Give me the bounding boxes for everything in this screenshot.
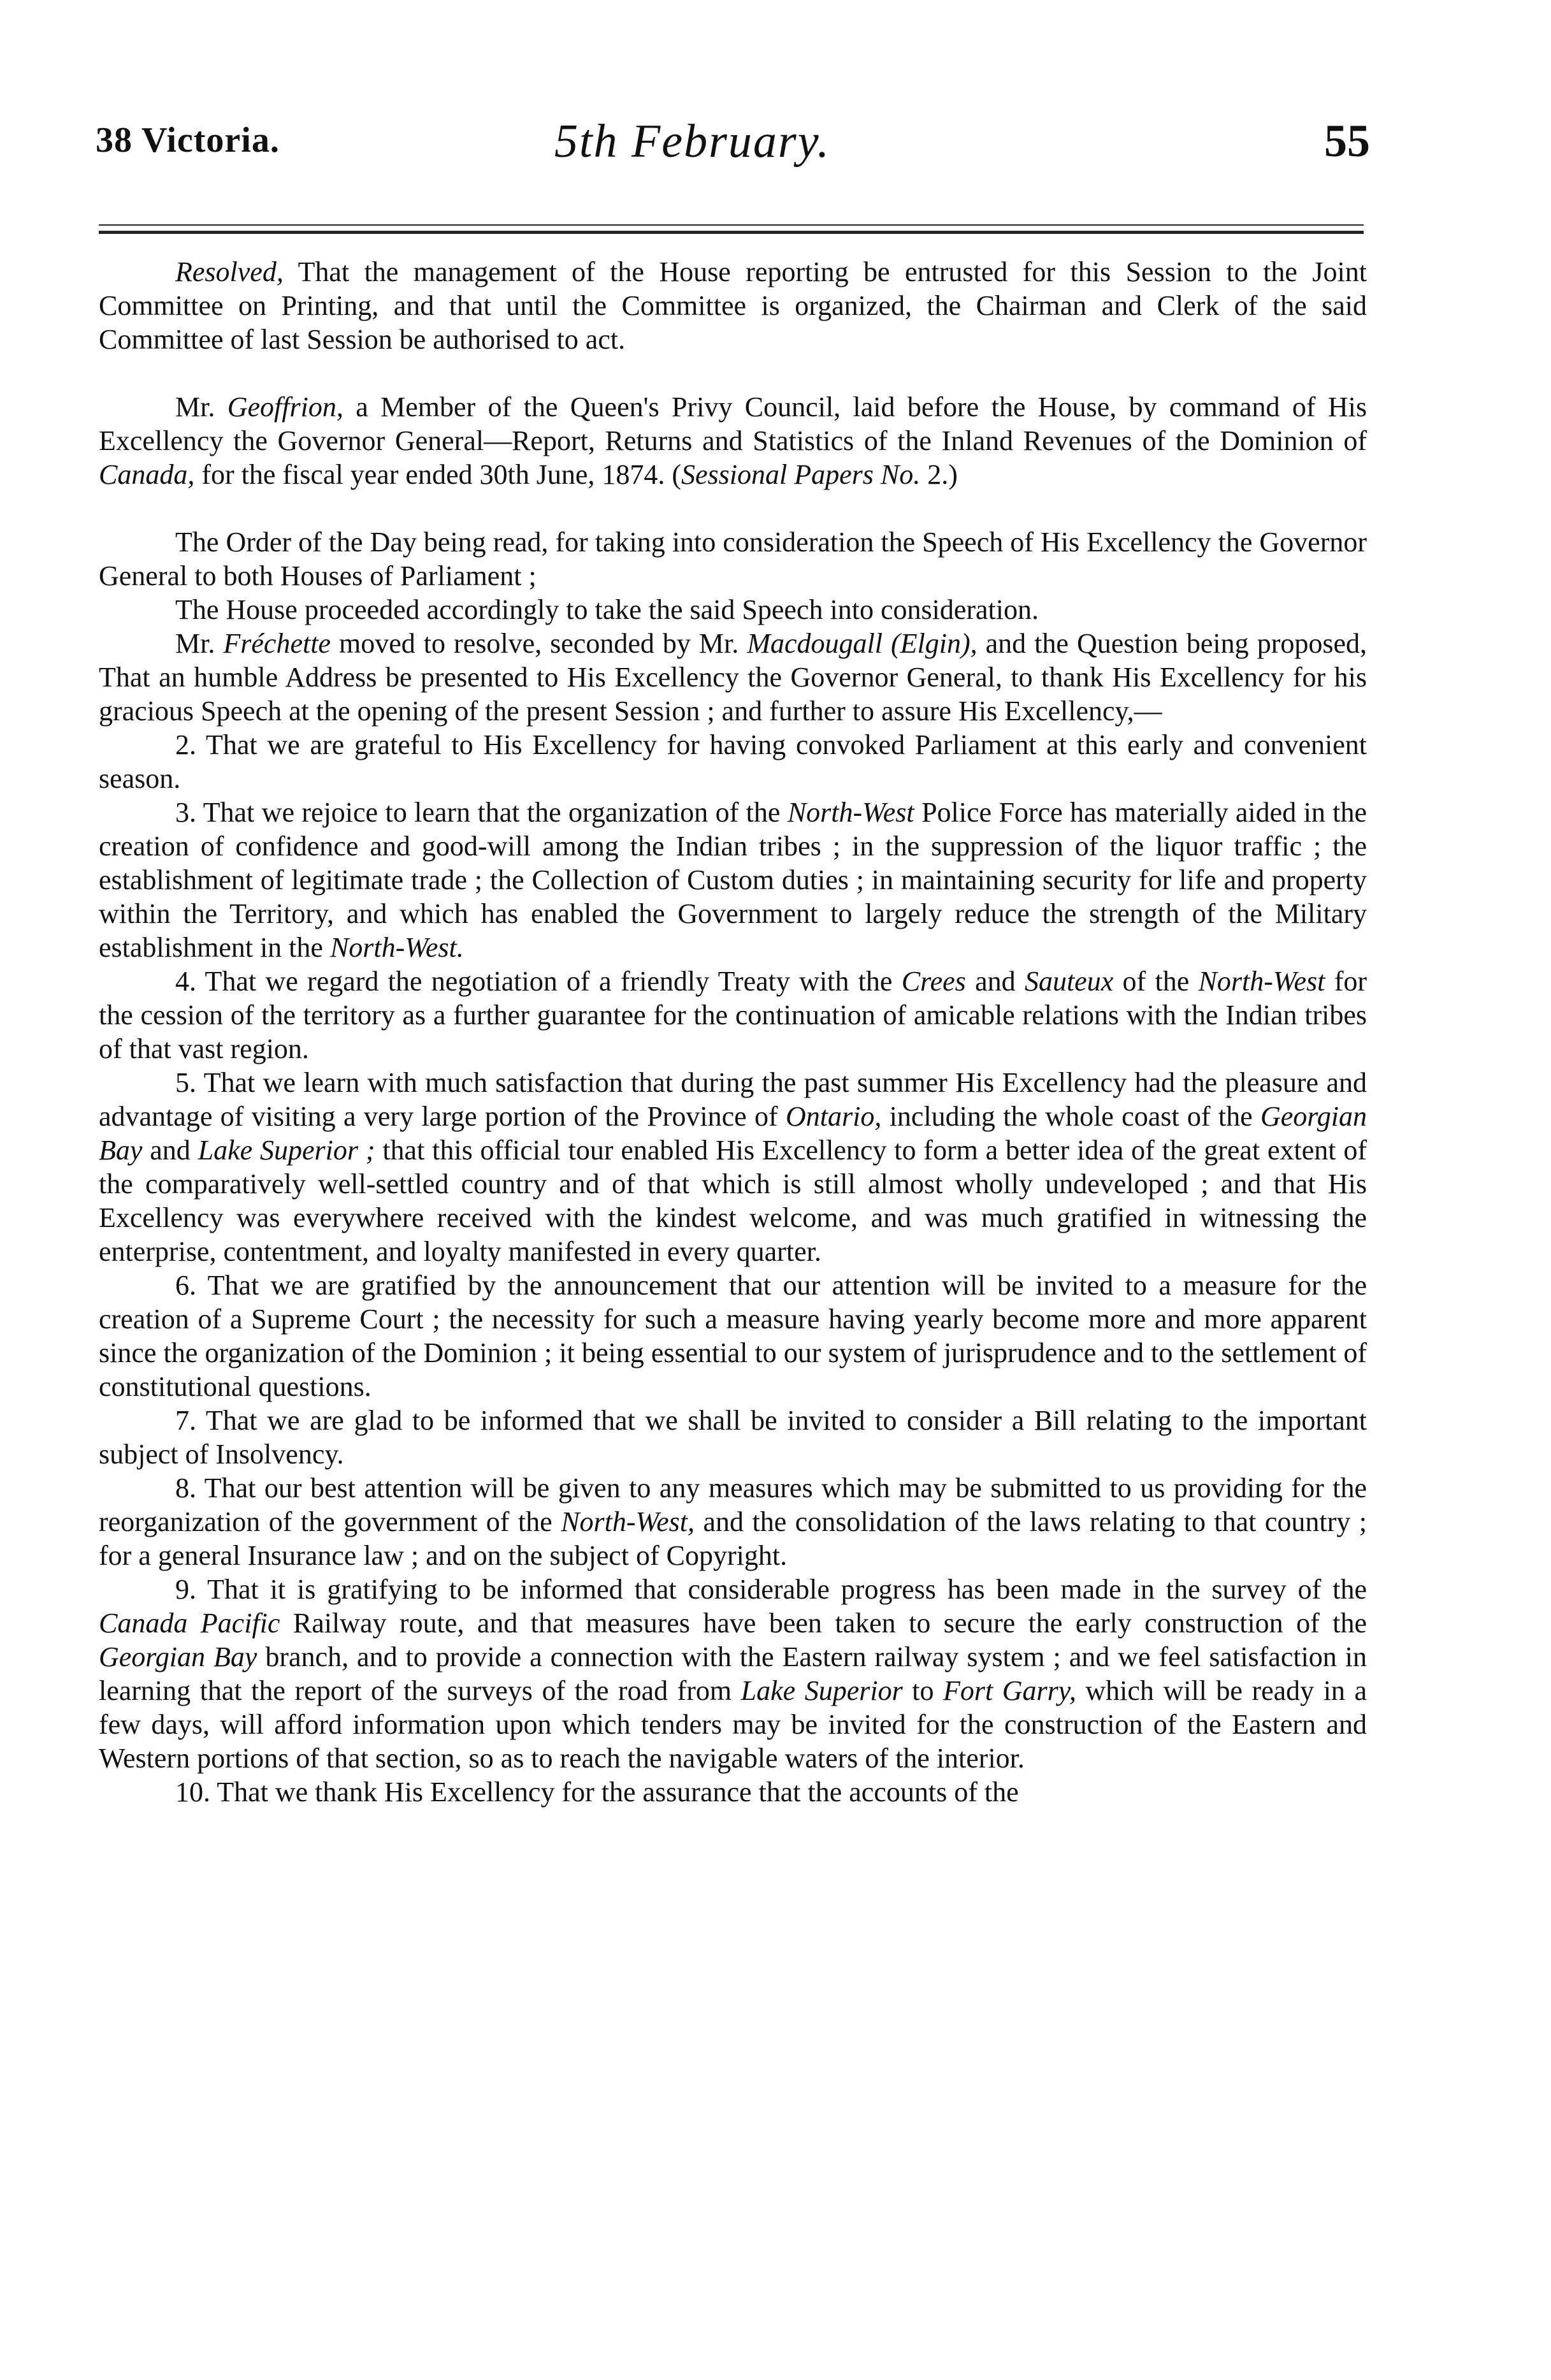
body-text xyxy=(99,255,1367,1809)
italic-text: Lake Superior xyxy=(740,1675,903,1706)
text-run: including the whole coast of the xyxy=(881,1101,1260,1132)
text-run: 2.) xyxy=(920,459,958,490)
italic-text: Crees xyxy=(901,966,966,997)
text-run: 2. That we are grateful to His Excellency for having convoked Parliament at this early and convenient season. xyxy=(99,729,1367,794)
italic-text: Canada, xyxy=(99,459,195,490)
text-run: The House proceeded accordingly to take the said Speech into consideration. xyxy=(175,594,1039,625)
paragraph xyxy=(99,593,1367,627)
paragraph xyxy=(99,1775,1367,1809)
text-run: 6. That we are gratified by the announcement that our attention will be invited to a measure for the creation of a Supreme Court ; the necessity for such a measure having yearly become more and more apparent since the organization of the Dominion ; it being essential to our system of jurisprudence and to the settlement of constitutional questions. xyxy=(99,1270,1367,1402)
text-run: and xyxy=(965,966,1025,997)
text-run: 10. That we thank His Excellency for the assurance that the accounts of the xyxy=(175,1776,1019,1808)
running-head xyxy=(96,115,1370,185)
text-run: and the consolidation of the laws relating to that country ; for a general Insurance law ; and on the subject of Copyright. xyxy=(99,1506,1367,1571)
text-run: 4. That we regard the negotiation of a friendly Treaty with the xyxy=(175,966,902,997)
italic-text: Fréchette xyxy=(223,628,331,659)
paragraph xyxy=(99,1268,1367,1404)
paragraph xyxy=(99,1471,1367,1572)
italic-text: Ontario, xyxy=(786,1101,882,1132)
paragraph xyxy=(99,255,1367,356)
italic-text: North-West, xyxy=(561,1506,695,1537)
header-rule-thin xyxy=(99,224,1364,226)
italic-text: North-West xyxy=(787,797,914,828)
italic-text: Sessional Papers No. xyxy=(681,459,921,490)
text-run: Police Force has materially aided in the creation of confidence and good-will among the Indian tribes ; in the suppression of the liquor traffic ; the establishment of legitimate trade ; the Collection of Custom duties ; in maintaining security for life and property within the Territory, and which has enabled the Government to largely reduce the strength of the Military establishment in the xyxy=(99,797,1367,963)
page-number: 55 xyxy=(1324,115,1370,166)
italic-text: Canada Pacific xyxy=(99,1607,280,1639)
text-run: 5. That we learn with much satisfaction that during the past summer His Excellency had the pleasure and advantage of visiting a very large portion of the Province of xyxy=(99,1067,1367,1132)
text-run: moved to resolve, seconded by Mr. xyxy=(330,628,747,659)
text-run: Mr. xyxy=(175,628,224,659)
paragraph xyxy=(99,390,1367,491)
text-run: that this official tour enabled His Excellency to form a better idea of the great extent of the comparatively well-settled country and of that which is still almost wholly undeveloped ; and that His Excellency was everywhere received with the kindest welcome, and was much gratified in witnessing the enterprise, contentment, and loyalty manifested in every quarter. xyxy=(99,1135,1367,1267)
text-run: which will be ready in a few days, will afford information upon which tenders may be invited for the construction of the Eastern and Western portions of that section, so as to reach the navigable waters of the interior. xyxy=(99,1675,1367,1774)
italic-text: North-West. xyxy=(329,932,464,963)
text-run: Railway route, and that measures have been taken to secure the early construction of the xyxy=(280,1607,1367,1639)
header-rule-thick xyxy=(99,231,1364,234)
text-run: and the Question being proposed, That an humble Address be presented to His Excellency the Governor General, to thank His Excellency for his gracious Speech at the opening of the present Session ; and further to assure His Excellency,— xyxy=(99,628,1367,727)
regnal-year: 38 Victoria. xyxy=(96,120,280,160)
paragraph xyxy=(99,1572,1367,1775)
text-run: 7. That we are glad to be informed that we shall be invited to consider a Bill relating to the important subject of Insolvency. xyxy=(99,1405,1367,1470)
text-run: That the management of the House reporting be entrusted for this Session to the Joint Committee on Printing, and that until the Committee is organized, the Chairman and Clerk of the said Committee of last Session be authorised to act. xyxy=(99,256,1367,355)
italic-text: Georgian Bay xyxy=(99,1101,1367,1166)
text-run: The Order of the Day being read, for taking into consideration the Speech of His Excellency the Governor General to both Houses of Parliament ; xyxy=(99,526,1367,591)
paragraph xyxy=(99,964,1367,1066)
paragraph xyxy=(99,795,1367,964)
text-run: Mr. xyxy=(175,391,227,423)
text-run: 3. That we rejoice to learn that the organization of the xyxy=(175,797,788,828)
paragraph xyxy=(99,1404,1367,1471)
italic-text: North-West xyxy=(1198,966,1325,997)
text-run: 9. That it is gratifying to be informed that considerable progress has been made in the survey of the xyxy=(175,1574,1367,1605)
paragraph xyxy=(99,1066,1367,1268)
italic-text: Geoffrion, xyxy=(227,391,343,423)
page-date: 5th February. xyxy=(554,115,830,168)
italic-text: Lake Superior ; xyxy=(198,1135,375,1166)
italic-text: Fort Garry, xyxy=(943,1675,1076,1706)
text-run: to xyxy=(902,1675,943,1706)
italic-text: Georgian Bay xyxy=(99,1641,257,1673)
text-run: for the fiscal year ended 30th June, 1874. ( xyxy=(194,459,681,490)
paragraph xyxy=(99,627,1367,728)
text-run: 8. That our best attention will be given to any measures which may be submitted to us providing for the reorganization of the government of the xyxy=(99,1472,1367,1537)
italic-text: Resolved, xyxy=(175,256,284,287)
text-run: branch, and to provide a connection with the Eastern railway system ; and we feel satisfaction in learning that the report of the surveys of the road from xyxy=(99,1641,1367,1706)
paragraph xyxy=(99,525,1367,593)
text-run: of the xyxy=(1113,966,1199,997)
italic-text: Macdougall (Elgin), xyxy=(747,628,977,659)
text-run: and xyxy=(142,1135,198,1166)
text-run: a Member of the Queen's Privy Council, laid before the House, by command of His Excellency the Governor General—Report, Returns and Statistics of the Inland Revenues of the Dominion of xyxy=(99,391,1367,456)
paragraph xyxy=(99,728,1367,795)
text-run: for the cession of the territory as a further guarantee for the continuation of amicable relations with the Indian tribes of that vast region. xyxy=(99,966,1367,1064)
italic-text: Sauteux xyxy=(1024,966,1114,997)
